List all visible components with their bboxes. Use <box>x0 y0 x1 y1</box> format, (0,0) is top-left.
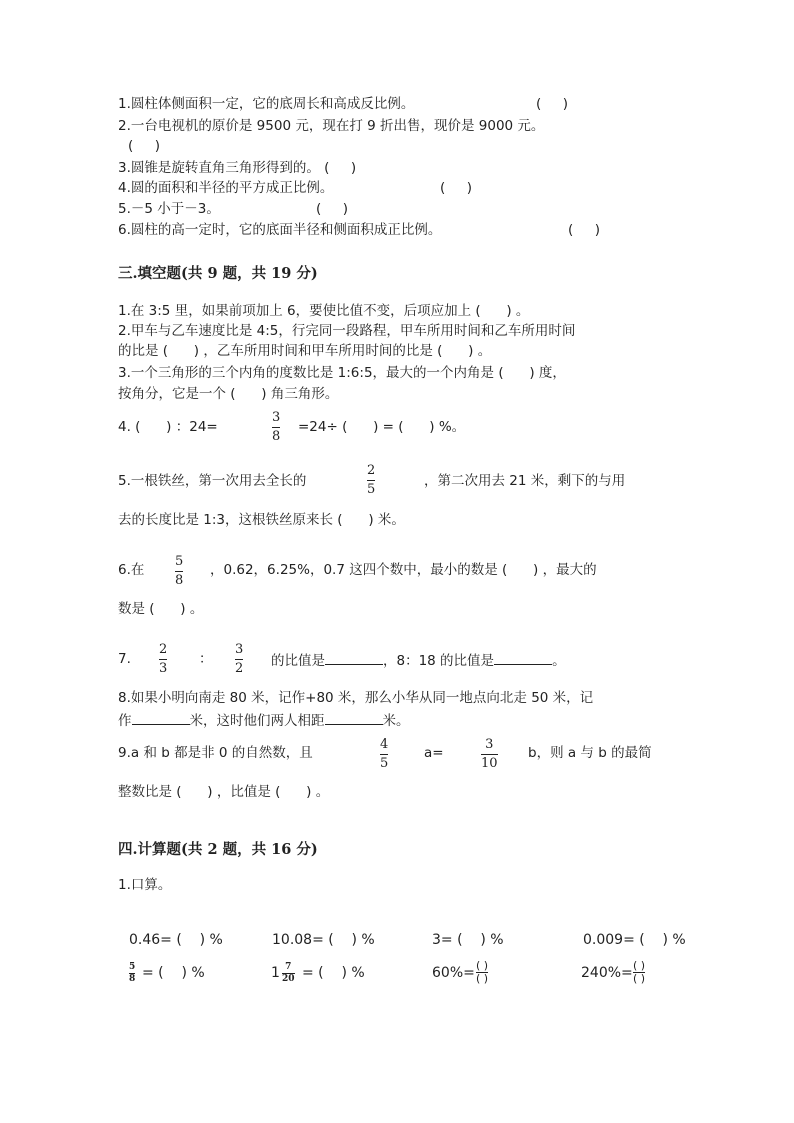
fill-question-5-part-2: ，第二次用去 21 米，剩下的与用 <box>424 473 626 489</box>
fraction-numerator: 7 <box>285 962 292 972</box>
calc-item-1: 0.46= ( ) % <box>129 932 223 948</box>
fraction-numerator: 2 <box>367 463 376 478</box>
fill-question-2-line-2: 的比是 ( ) ，乙车所用时间和甲车所用时间的比是 ( ) 。 <box>118 343 492 359</box>
fill-question-7-part-3: 。 <box>552 653 566 669</box>
fraction-3-10 <box>481 738 498 771</box>
fraction-denominator: 5 <box>367 482 376 497</box>
ratio-colon: ： <box>199 651 213 667</box>
fraction-denominator: 20 <box>282 974 295 984</box>
fraction-5-8 <box>175 555 183 588</box>
fraction-answer-denominator[interactable]: ( ) <box>633 972 646 985</box>
tf-question-2: 2.一台电视机的原价是 9500 元，现在打 9 折出售，现价是 9000 元。 <box>118 118 545 134</box>
section-4-title: 四.计算题(共 2 题，共 16 分) <box>118 841 318 858</box>
fill-question-6-part-2: ，0.62，6.25%，0.7 这四个数中，最小的数是 ( ) ，最大的 <box>210 562 597 578</box>
fill-question-8-line-1: 8.如果小明向南走 80 米，记作+80 米，那么小华从同一地点向北走 50 米，记 <box>118 690 594 706</box>
fill-question-1: 1.在 3:5 里，如果前项加上 6，要使比值不变，后项应加上 ( ) 。 <box>118 303 530 319</box>
fill-question-5-part-1: 5.一根铁丝，第一次用去全长的 <box>118 473 307 489</box>
answer-blank[interactable] <box>325 710 383 725</box>
calc-item-6: = ( ) % <box>302 965 365 981</box>
fraction-4-5 <box>380 738 388 771</box>
fill-question-9-part-1: 9.a 和 b 都是非 0 的自然数，且 <box>118 745 313 761</box>
fraction-denominator: 10 <box>481 756 498 771</box>
fraction-3-2 <box>235 643 243 676</box>
fraction-denominator: 2 <box>235 661 244 676</box>
calc-item-7: 60%= <box>432 965 475 981</box>
fraction-numerator: 3 <box>272 410 281 425</box>
answer-blank[interactable] <box>325 650 383 665</box>
tf-answer-1[interactable]: ( ) <box>536 96 568 112</box>
fraction-answer-numerator[interactable]: ( ) <box>476 959 489 972</box>
fill-question-7-label: 7. <box>118 651 131 667</box>
fill-question-3-line-1: 3.一个三角形的三个内角的度数比是 1:6:5，最大的一个内角是 ( ) 度， <box>118 365 566 381</box>
tf-question-6: 6.圆柱的高一定时，它的底面半径和侧面积成正比例。 <box>118 222 442 238</box>
fraction-answer-denominator[interactable]: ( ) <box>476 972 489 985</box>
calc-item-4: 0.009= ( ) % <box>583 932 686 948</box>
tf-question-3: 3.圆锥是旋转直角三角形得到的。 ( ) <box>118 160 357 176</box>
calc-question-1: 1.口算。 <box>118 877 172 893</box>
section-3-title: 三.填空题(共 9 题，共 19 分) <box>118 265 318 282</box>
fill-question-6-part-1: 6.在 <box>118 562 145 578</box>
fill-question-7-part-2: ，8：18 的比值是 <box>383 653 495 669</box>
fraction-numerator: 5 <box>175 554 184 569</box>
calc-item-3: 3= ( ) % <box>432 932 504 948</box>
answer-blank[interactable] <box>132 710 190 725</box>
fraction-numerator: 3 <box>485 737 494 752</box>
fill-question-7-part-1: 的比值是 <box>271 653 325 669</box>
calc-item-8: 240%= <box>581 965 633 981</box>
fill-question-8-part-1: 作 <box>118 713 132 729</box>
fill-question-5-part-3: 去的长度比是 1:3，这根铁丝原来长 ( ) 米。 <box>118 512 405 528</box>
fill-question-3-line-2: 按角分，它是一个 ( ) 角三角形。 <box>118 386 339 402</box>
fill-question-7-text <box>271 650 566 670</box>
fill-question-9-part-3: b，则 a 与 b 的最简 <box>528 745 652 761</box>
fill-question-6-part-3: 数是 ( ) 。 <box>118 601 204 617</box>
calc-item-2: 10.08= ( ) % <box>272 932 375 948</box>
fraction-2-3 <box>159 643 167 676</box>
fill-question-2-line-1: 2.甲车与乙车速度比是 4:5，行完同一段路程，甲车所用时间和乙车所用时间 <box>118 323 576 339</box>
fill-question-4-part-2: =24÷ ( ) = ( ) %。 <box>298 419 466 435</box>
fraction-denominator: 5 <box>380 756 389 771</box>
tf-question-5: 5.－5 小于－3。 <box>118 201 220 217</box>
answer-blank[interactable] <box>494 650 552 665</box>
fraction-numerator: 5 <box>129 962 136 972</box>
tf-answer-2[interactable]: ( ) <box>128 138 160 154</box>
fraction-numerator: 3 <box>235 642 244 657</box>
tf-question-4: 4.圆的面积和半径的平方成正比例。 <box>118 180 334 196</box>
fraction-answer-blank[interactable] <box>633 961 645 984</box>
fill-question-8-part-2: 米，这时他们两人相距 <box>189 713 325 729</box>
tf-answer-5[interactable]: ( ) <box>316 201 348 217</box>
fill-question-8-part-3: 米。 <box>382 713 410 729</box>
fill-question-9-part-4: 整数比是 ( ) ，比值是 ( ) 。 <box>118 784 330 800</box>
tf-answer-6[interactable]: ( ) <box>568 222 600 238</box>
fill-question-8-line-2 <box>118 710 410 730</box>
fraction-denominator: 3 <box>159 661 168 676</box>
calc-item-5: = ( ) % <box>142 965 205 981</box>
fraction-2-5 <box>367 464 375 497</box>
fraction-answer-numerator[interactable]: ( ) <box>633 959 646 972</box>
fraction-3-8 <box>272 411 280 444</box>
fraction-7-20-small <box>282 963 295 984</box>
tf-answer-4[interactable]: ( ) <box>440 180 472 196</box>
tf-question-1-text: 1.圆柱体侧面积一定，它的底周长和高成反比例。 <box>118 96 415 112</box>
fraction-denominator: 8 <box>272 429 281 444</box>
fraction-5-8-small <box>129 963 135 984</box>
fill-question-4-part-1: 4. ( ) ：24= <box>118 419 218 435</box>
tf-question-1 <box>118 95 414 113</box>
fraction-answer-blank[interactable] <box>476 961 488 984</box>
fraction-denominator: 8 <box>129 974 136 984</box>
fill-question-9-part-2: a= <box>424 745 444 761</box>
fraction-numerator: 4 <box>380 737 389 752</box>
fraction-numerator: 2 <box>159 642 168 657</box>
fraction-denominator: 8 <box>175 573 184 588</box>
mixed-number-whole: 1 <box>271 965 280 981</box>
